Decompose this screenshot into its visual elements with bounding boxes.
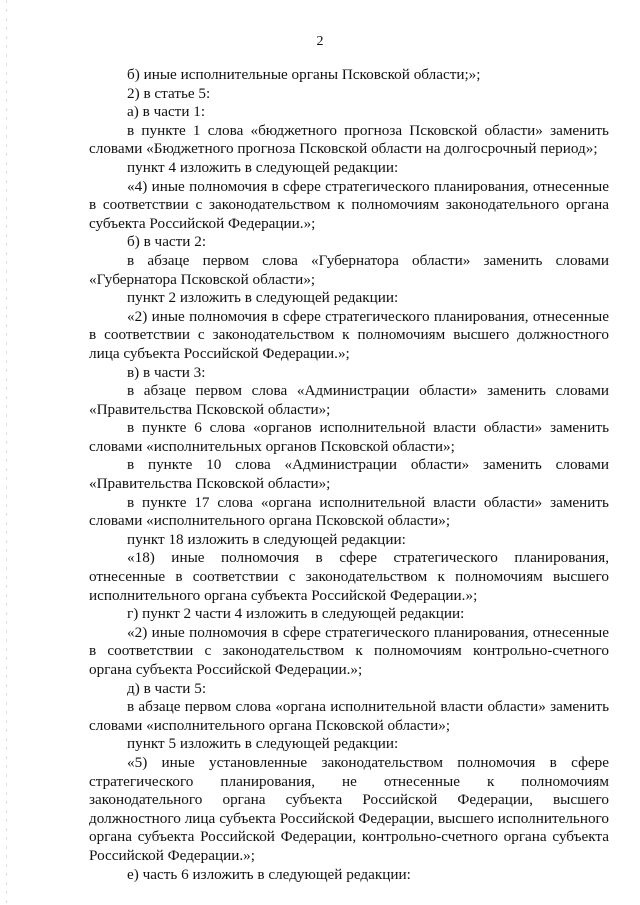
paragraph: 2) в статье 5: (127, 84, 211, 102)
paragraph: «5) иные установленные законодательством полномочия в сфере стратегического планирования, не отнесенные к полномочиям законодательного органа субъекта Российской Федерации, высшего должностного лица субъекта Российской Федерации, высшего исполнительного органа субъекта Российской Федерации, контрольно-счетного органа субъекта Российской Федерации.»; (89, 753, 609, 864)
paragraph: «4) иные полномочия в сфере стратегического планирования, отнесенные в соответствии с законодательством к полномочиям законодательного органа субъекта Российской Федерации.»; (89, 177, 609, 232)
paragraph: а) в части 1: (127, 103, 206, 121)
paragraph: е) часть 6 изложить в следующей редакции: (127, 865, 411, 883)
paragraph: в пункте 6 слова «органов исполнительной власти области» заменить словами «исполнительных органов Псковской области»; (89, 419, 609, 455)
document-body (89, 66, 609, 884)
paragraph: пункт 5 изложить в следующей редакции: (127, 735, 399, 753)
paragraph: в пункте 1 слова «бюджетного прогноза Псковской области» заменить словами «Бюджетного прогноза Псковской области на долгосрочный период»; (89, 121, 609, 158)
paragraph: «18) иные полномочия в сфере стратегического планирования, отнесенные в соответствии с законодательством к полномочиям высшего исполнительного органа субъекта Российской Федерации.»; (89, 549, 609, 604)
paragraph: в абзаце первом слова «Губернатора области» заменить словами «Губернатора Псковской области»; (89, 251, 609, 288)
paragraph: г) пункт 2 части 4 изложить в следующей редакции: (127, 605, 465, 623)
paragraph: пункт 2 изложить в следующей редакции: (127, 289, 399, 307)
paragraph: д) в части 5: (127, 679, 207, 697)
paragraph: в) в части 3: (127, 363, 206, 381)
paragraph: в абзаце первом слова «органа исполнительной власти области» заменить словами «исполнительного органа Псковской области»; (89, 698, 609, 734)
paragraph: «2) иные полномочия в сфере стратегического планирования, отнесенные в соответствии с законодательством к полномочиям высшего должностного лица субъекта Российской Федерации.»; (89, 307, 609, 362)
paragraph: «2) иные полномочия в сфере стратегического планирования, отнесенные в соответствии с законодательством к полномочиям контрольно-счетного органа субъекта Российской Федерации.»; (89, 623, 609, 678)
paragraph: в абзаце первом слова «Администрации области» заменить словами «Правительства Псковской области»; (89, 382, 609, 418)
scan-edge-artifact (6, 0, 7, 905)
paragraph: пункт 18 изложить в следующей редакции: (127, 530, 406, 548)
paragraph: в пункте 17 слова «органа исполнительной власти области» заменить словами «исполнительного органа Псковской области»; (89, 493, 609, 530)
paragraph: б) иные исполнительные органы Псковской области;»; (127, 66, 481, 83)
paragraph: в пункте 10 слова «Администрации области» заменить словами «Правительства Псковской области»; (89, 456, 609, 493)
paragraph: б) в части 2: (127, 233, 207, 251)
page-number: 2 (316, 34, 324, 49)
paragraph: пункт 4 изложить в следующей редакции: (127, 158, 399, 176)
